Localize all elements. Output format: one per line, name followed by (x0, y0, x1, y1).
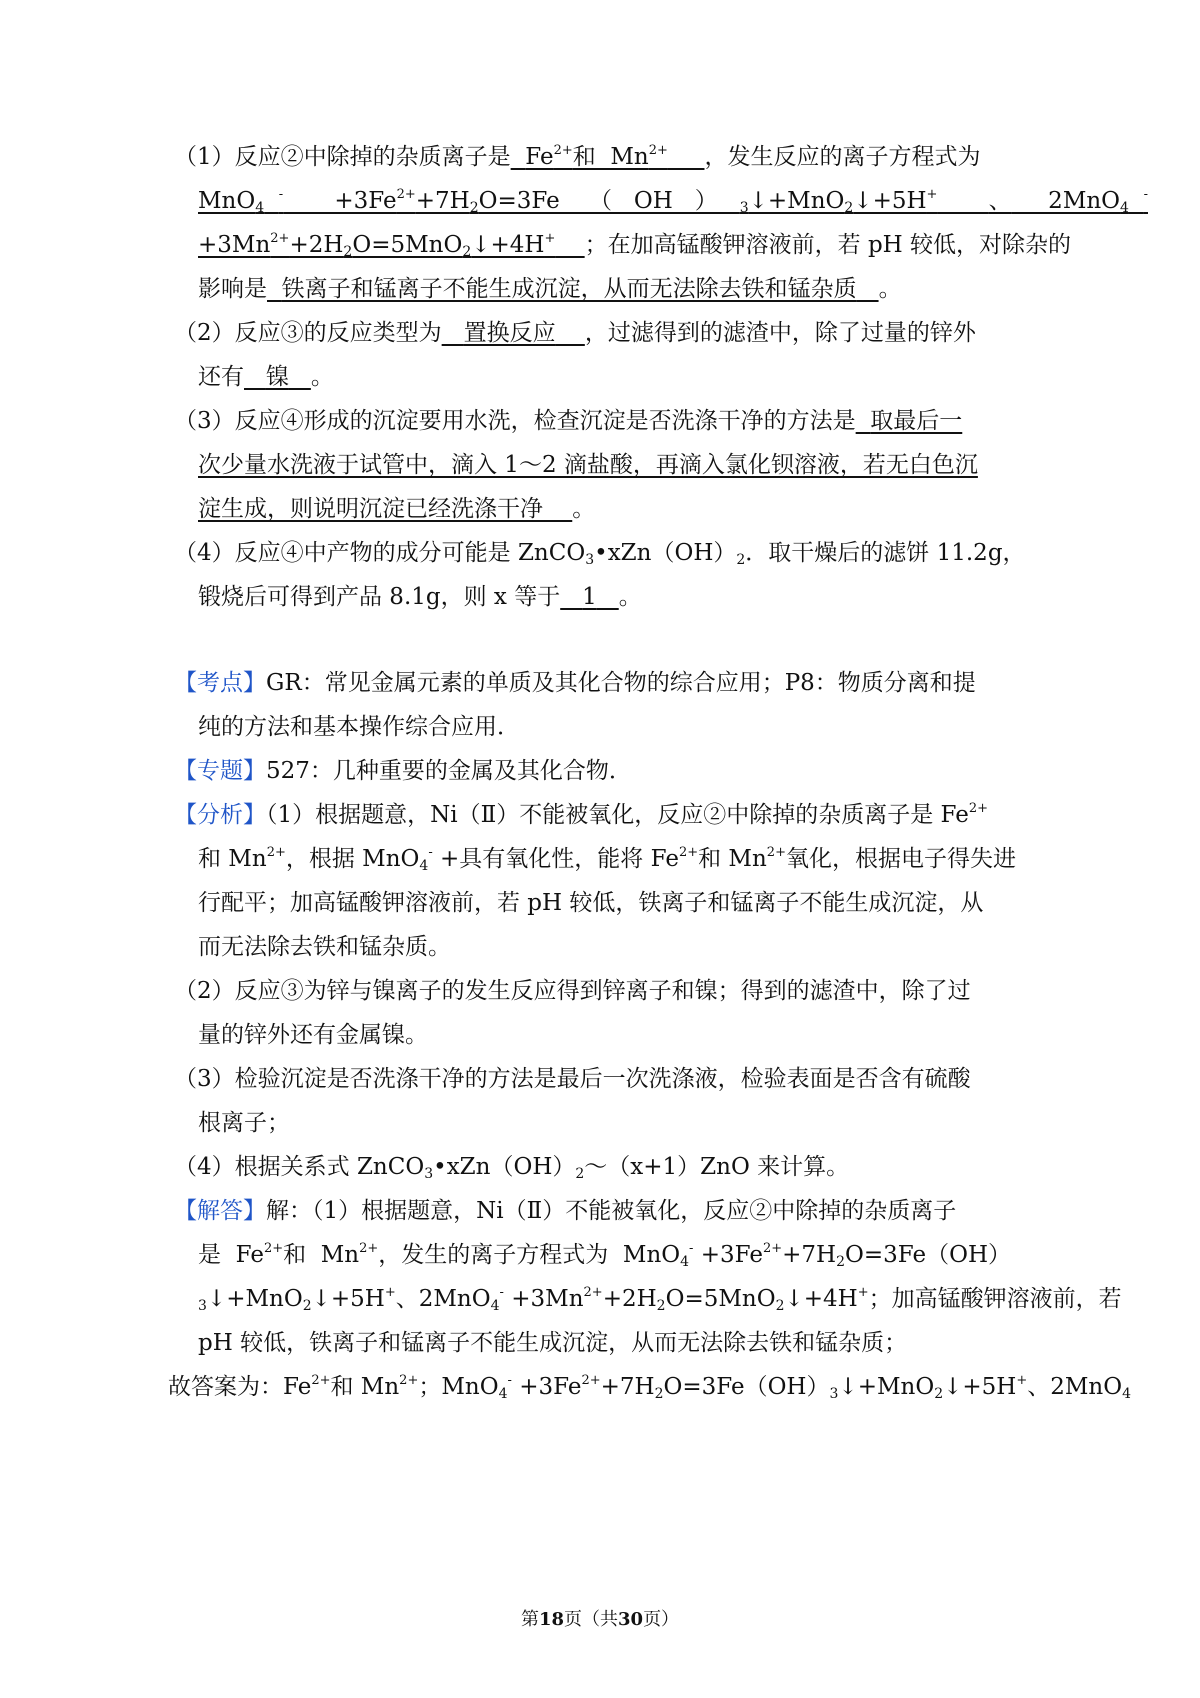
fenxi-p4-line (174, 1152, 849, 1182)
fenxi-line2 (198, 844, 1016, 874)
q1-answer-effect (267, 276, 879, 302)
kaodian-label: 【考点】 (174, 670, 266, 696)
q1-answer-ions: $Fe^{2+}$和 $Mn^{2+}$ (525, 143, 668, 170)
q4-answer-x-text: 1 (582, 584, 597, 610)
kaodian-line2 (198, 712, 520, 742)
jieda-line2 (198, 1240, 1011, 1270)
q2-answer-type (442, 320, 585, 346)
fenxi-text2: 和 $Mn^{2+}$，根据 MnO$_4$- +具有氧化性，能将 $Fe^{2+}$和 $Mn^{2+}$氧化，根据电子得失进 (198, 845, 1016, 874)
fenxi-p3-text1: （3）检验沉淀是否洗涤干净的方法是最后一次洗涤液，检验表面是否含有硫酸 (174, 1066, 971, 1092)
fenxi-line4 (198, 932, 451, 962)
q1-end: 。 (878, 276, 902, 302)
kaodian-text1: GR：常见金属元素的单质及其化合物的综合应用；P8：物质分离和提 (266, 670, 976, 696)
jieda-text2: 是 $Fe^{2+}$和 $Mn^{2+}$，发生的离子方程式为 $MnO_4^- +3Fe^{2+}+7H_2O=3Fe(OH)$ (198, 1241, 1012, 1270)
fenxi-p4-text: （4）根据关系式 $ZnCO_3•xZn(OH)_2\sim(x+1)ZnO$ 来计算。 (174, 1154, 850, 1182)
q4-answer-x (560, 584, 619, 610)
q2-line2 (198, 362, 334, 392)
jieda-text3: $_3$↓+MnO$_2$↓+5H+、$2MnO_4^- +3Mn^{2+}+2H_2O=5MnO_2↓+4H^+$；加高锰酸钾溶液前，若 (198, 1285, 1122, 1314)
footer-page-number: 18 (538, 1609, 564, 1630)
q2-text1: 反应③的反应类型为 (234, 320, 442, 346)
q2-answer-type-text: 置换反应 (463, 320, 556, 346)
q1-equation2: $+3Mn^{2+}+2H_2O=5MnO_2↓+4H^+$ (198, 231, 556, 260)
q4-line2 (198, 582, 642, 612)
fenxi-p2-text1: （2）反应③为锌与镍离子的发生反应得到锌离子和镍；得到的滤渣中，除了过 (174, 978, 971, 1004)
q2-text3: 还有 (198, 364, 244, 390)
q3-line2 (198, 450, 978, 480)
footer-suffix: 页） (643, 1609, 680, 1630)
q2-number: （2） (174, 320, 235, 346)
q1-text3: ；在加高锰酸钾溶液前，若 pH 较低，对除杂的 (584, 232, 1072, 258)
q3-answer-part3 (198, 496, 572, 522)
kaodian-line1 (174, 668, 976, 698)
kaodian-text2: 纯的方法和基本操作综合应用． (198, 714, 520, 740)
q4-text2: 锻烧后可得到产品 8.1g，则 x 等于 (198, 584, 561, 610)
fenxi-line1 (174, 800, 988, 830)
q3-line3 (198, 494, 595, 524)
q1-equation1: MnO$_4$ - $+3Fe^{2+}+7H_2O=3Fe$ （ OH ） $_3$↓+MnO$_2$↓+5H+ 、 2MnO$_4$ - (198, 187, 1148, 216)
footer-mid: 页（共 (564, 1609, 618, 1630)
jieda-answer-text: 故答案为：$Fe^{2+}$和 $Mn^{2+}$；$MnO_4^- +3Fe^{2+}+7H_2O=3Fe(OH)_3↓+MnO_2↓+5H^+$、2MnO$_4$ (168, 1373, 1132, 1402)
q3-end: 。 (572, 496, 596, 522)
q1-answer-effect-text: 铁离子和锰离子不能生成沉淀，从而无法除去铁和锰杂质 (281, 276, 857, 302)
fenxi-text4: 而无法除去铁和锰杂质。 (198, 934, 451, 960)
fenxi-text3: 行配平；加高锰酸钾溶液前，若 pH 较低，铁离子和锰离子不能生成沉淀，从 (198, 890, 984, 916)
jieda-line1 (174, 1196, 956, 1226)
zhuanti-text: 527：几种重要的金属及其化合物． (266, 758, 632, 784)
fenxi-p2-text2: 量的锌外还有金属镍。 (198, 1022, 428, 1048)
fenxi-p3-text2: 根离子； (198, 1110, 290, 1136)
jieda-text4: pH 较低，铁离子和锰离子不能生成沉淀，从而无法除去铁和锰杂质； (198, 1330, 908, 1356)
footer-prefix: 第 (520, 1609, 539, 1630)
q1-line3 (198, 230, 1071, 260)
fenxi-p2-line2 (198, 1020, 428, 1050)
q1-line1 (174, 142, 980, 172)
jieda-label: 【解答】 (174, 1198, 266, 1224)
footer-total-pages: 30 (618, 1609, 644, 1630)
jieda-line4 (198, 1328, 907, 1358)
q4-end: 。 (618, 584, 642, 610)
q1-text2: ，发生反应的离子方程式为 (704, 144, 981, 170)
fenxi-p3-line1 (174, 1064, 971, 1094)
q1-number: （1） (174, 144, 235, 170)
page-footer (0, 1608, 1200, 1632)
q2-answer-metal (244, 364, 311, 390)
q1-text4: 影响是 (198, 276, 267, 302)
jieda-answer-line (168, 1372, 1131, 1402)
q3-line1 (174, 406, 962, 436)
fenxi-p2-line1 (174, 976, 971, 1006)
zhuanti-label: 【专题】 (174, 758, 266, 784)
zhuanti-line (174, 756, 632, 786)
fenxi-label: 【分析】 (174, 802, 266, 828)
q2-line1 (174, 318, 976, 348)
q1-line2 (198, 186, 1148, 216)
q3-text1: 反应④形成的沉淀要用水洗，检查沉淀是否洗涤干净的方法是 (234, 408, 856, 434)
q1-line4 (198, 274, 902, 304)
q4-number: （4） (174, 540, 235, 566)
q1-separator: 、 (988, 188, 1012, 214)
q4-line1 (174, 538, 1026, 568)
q3-answer-part2: 次少量水洗液于试管中，滴入 1～2 滴盐酸，再滴入氯化钡溶液，若无白色沉 (198, 452, 978, 478)
q4-text1: 反应④中产物的成分可能是 $ZnCO_3•xZn(OH)_2$．取干燥后的滤饼 11.2g， (234, 540, 1026, 568)
q3-number: （3） (174, 408, 235, 434)
fenxi-text1: （1）根据题意，Ni（Ⅱ）不能被氧化，反应②中除掉的杂质离子是 $Fe^{2+}$ (266, 801, 989, 828)
q3-answer-part1-text: 取最后一 (870, 408, 963, 434)
q2-end: 。 (310, 364, 334, 390)
q2-text2: ，过滤得到的滤渣中，除了过量的锌外 (584, 320, 976, 346)
q3-answer-part1 (856, 408, 963, 434)
fenxi-line3 (198, 888, 983, 918)
q3-answer-part3-text: 淀生成，则说明沉淀已经洗涤干净 (198, 496, 543, 522)
fenxi-p3-line2 (198, 1108, 290, 1138)
q2-answer-metal-text: 镍 (265, 364, 289, 390)
q1-text1: 反应②中除掉的杂质离子是 (234, 144, 511, 170)
jieda-line3 (198, 1284, 1122, 1314)
jieda-text1: 解：（1）根据题意，Ni（Ⅱ）不能被氧化，反应②中除掉的杂质离子 (266, 1198, 957, 1224)
